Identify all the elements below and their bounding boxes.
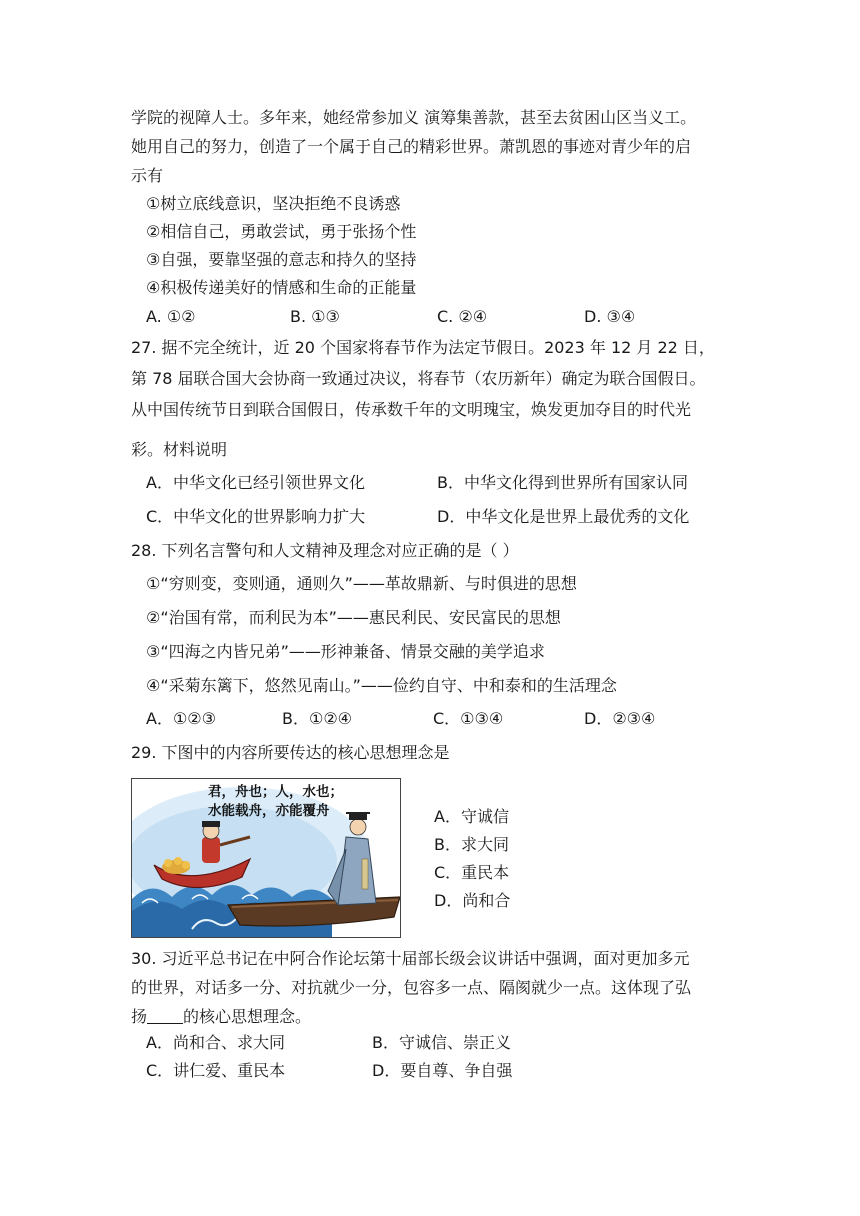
intro-statement-1: ①树立底线意识，坚决拒绝不良诱惑 (146, 194, 401, 213)
q29-stem: 29. 下图中的内容所要传达的核心思想理念是 (131, 743, 450, 762)
q28-option-d: D．②③④ (584, 709, 656, 728)
q27-option-b: B．中华文化得到世界所有国家认同 (437, 473, 688, 492)
q27-option-c: C．中华文化的世界影响力扩大 (146, 507, 366, 526)
q27-line-4: 彩。材料说明 (131, 440, 228, 459)
q29-option-d: D．尚和合 (434, 891, 511, 910)
q30-line-2: 的世界，对话多一分、对抗就少一分，包容多一点、隔阂就少一点。这体现了弘 (131, 978, 692, 997)
q28-option-a: A．①②③ (146, 709, 216, 728)
intro-option-c: C. ②④ (437, 307, 488, 326)
q30-option-c: C．讲仁爱、重民本 (146, 1061, 286, 1080)
q28-option-c: C．①③④ (433, 709, 504, 728)
q30-option-b: B．守诚信、崇正义 (372, 1033, 511, 1052)
q30-line-3-prefix: 扬 (131, 1007, 148, 1026)
intro-line-3: 示有 (131, 166, 164, 185)
q29-option-c: C．重民本 (434, 863, 510, 882)
q27-line-3: 从中国传统节日到联合国假日，传承数千年的文明瑰宝，焕发更加夺目的时代光 (131, 400, 692, 419)
q27-line-1: 27. 据不完全统计，近 20 个国家将春节作为法定节假日。2023 年 12 月 22 日， (131, 338, 715, 357)
intro-option-a: A. ①② (146, 307, 196, 326)
boat-cartoon-figure (131, 778, 401, 938)
intro-option-d: D. ③④ (584, 307, 636, 326)
q29-option-a: A．守诚信 (434, 807, 509, 826)
q27-option-d: D．中华文化是世界上最优秀的文化 (437, 507, 690, 526)
q27-option-a: A．中华文化已经引领世界文化 (146, 473, 365, 492)
q28-statement-4: ④“采菊东篱下，悠然见南山。”——俭约自守、中和泰和的生活理念 (146, 676, 617, 695)
q28-statement-1: ①“穷则变，变则通，通则久”——革故鼎新、与时俱进的思想 (146, 574, 577, 593)
q28-option-b: B．①②④ (282, 709, 353, 728)
q30-line-3-suffix: 的核心思想理念。 (183, 1007, 312, 1026)
intro-line-2: 她用自己的努力，创造了一个属于自己的精彩世界。萧凯恩的事迹对青少年的启 (131, 137, 692, 156)
q28-statement-2: ②“治国有常，而利民为本”——惠民利民、安民富民的思想 (146, 608, 561, 627)
intro-statement-2: ②相信自己，勇敢尝试，勇于张扬个性 (146, 222, 417, 241)
intro-statement-3: ③自强，要靠坚强的意志和持久的坚持 (146, 250, 417, 269)
q30-line-3 (131, 1006, 311, 1028)
q30-line-1: 30. 习近平总书记在中阿合作论坛第十届部长级会议讲话中强调，面对更加多元 (131, 949, 690, 968)
intro-option-b: B. ①③ (290, 307, 340, 326)
cartoon-caption (208, 783, 343, 821)
q29-option-b: B．求大同 (434, 835, 509, 854)
q30-option-d: D．要自尊、争自强 (372, 1061, 513, 1080)
cartoon-caption-line-1: 君，舟也；人，水也； (208, 784, 343, 800)
intro-statement-4: ④积极传递美好的情感和生命的正能量 (146, 278, 417, 297)
q30-option-a: A．尚和合、求大同 (146, 1033, 285, 1052)
q28-statement-3: ③“四海之内皆兄弟”——形神兼备、情景交融的美学追求 (146, 642, 545, 661)
q27-line-2: 第 78 届联合国大会协商一致通过决议，将春节（农历新年）确定为联合国假日。 (131, 369, 706, 388)
cartoon-caption-line-2: 水能载舟，亦能覆舟 (208, 803, 330, 819)
q28-stem: 28. 下列名言警句和人文精神及理念对应正确的是（ ） (131, 541, 519, 560)
intro-line-1: 学院的视障人士。多年来，她经常参加义 演筹集善款，甚至去贫困山区当义工。 (131, 108, 697, 127)
answer-blank (147, 1007, 183, 1024)
